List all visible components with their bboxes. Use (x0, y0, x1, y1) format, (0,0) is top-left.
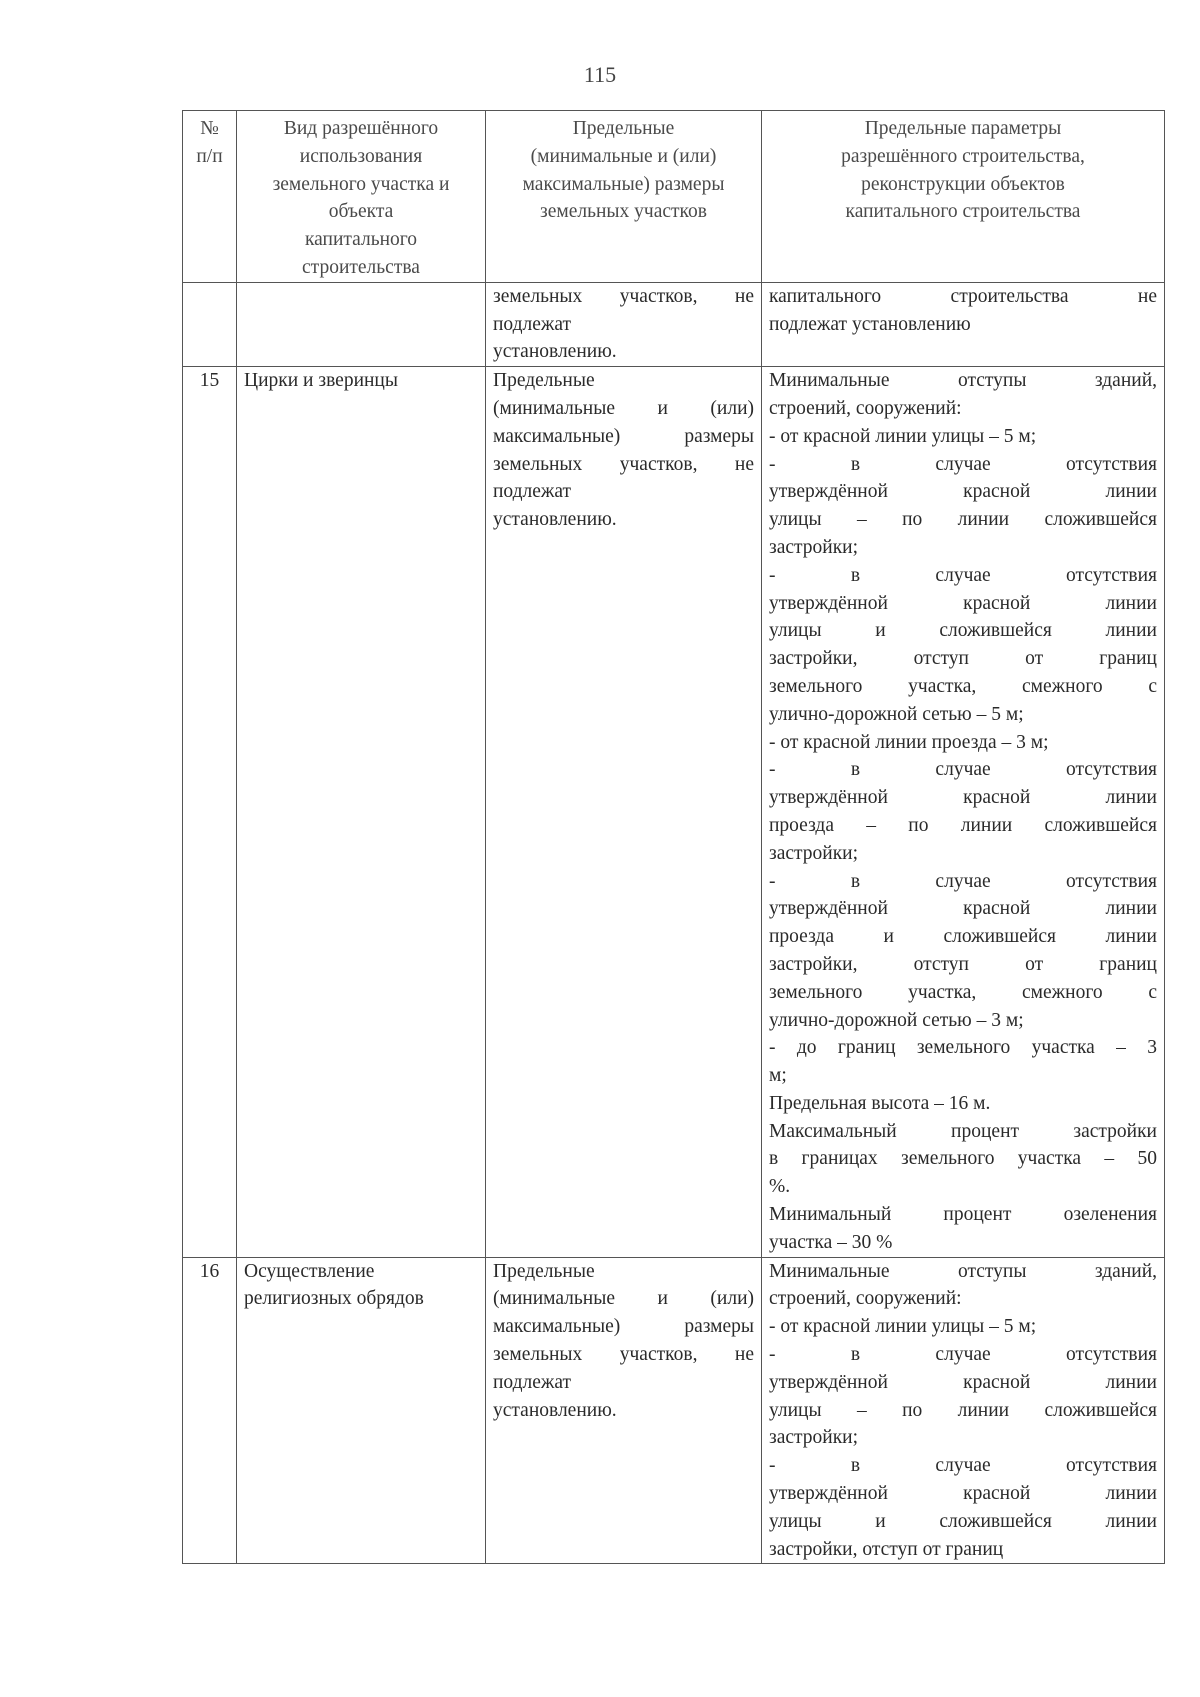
cell-text-line: установлению. (493, 1399, 617, 1421)
construction-params-cell (762, 1257, 1165, 1564)
cell-text-line: утверждённой красной линии (769, 787, 1157, 809)
cell-text-line: застройки; (769, 1427, 859, 1449)
cell-text-line: земельных участков, не (493, 453, 754, 475)
table-row (183, 1257, 1165, 1564)
cell-text-line: улично-дорожной сетью – 3 м; (769, 1009, 1024, 1031)
cell-text-line: - в случае отсутствия (769, 1344, 1157, 1366)
cell-text-line: капитального строительства не (769, 285, 1157, 307)
header-use-type: Вид разрешённого использования земельного участка и объекта капитального строительства (237, 111, 486, 283)
cell-text-line: утверждённой красной линии (769, 481, 1157, 503)
cell-text-line: максимальные) размеры (493, 1316, 754, 1338)
cell-text-line: подлежат (493, 313, 572, 335)
cell-text-line: Максимальный процент застройки (769, 1120, 1157, 1142)
cell-text-line: подлежат (493, 481, 572, 503)
cell-text-line: утверждённой красной линии (769, 898, 1157, 920)
cell-text-line: - в случае отсутствия (769, 759, 1157, 781)
page-number: 115 (583, 62, 617, 87)
table-body (183, 282, 1165, 1564)
row-number (183, 282, 237, 366)
use-type-cell (237, 282, 486, 366)
cell-text-line: улицы и сложившейся линии (769, 1510, 1157, 1532)
cell-text-line: - в случае отсутствия (769, 870, 1157, 892)
cell-text-line: подлежат установлению (769, 313, 971, 335)
cell-text-line: земельных участков, не (493, 1344, 754, 1366)
cell-text-line: утверждённой красной линии (769, 1371, 1157, 1393)
header-plot-size: Предельные (минимальные и (или) максимальные) размеры земельных участков (486, 111, 762, 283)
table-header-row (183, 111, 1165, 283)
header-number: № п/п (183, 111, 237, 283)
construction-params-cell (762, 367, 1165, 1258)
cell-text-line: утверждённой красной линии (769, 592, 1157, 614)
cell-text-line: - до границ земельного участка – 3 (769, 1037, 1157, 1059)
construction-params-cell (762, 282, 1165, 366)
table-row (183, 367, 1165, 1258)
cell-text-line: улицы – по линии сложившейся (769, 1399, 1157, 1421)
cell-text-line: (минимальные и (или) (493, 1288, 754, 1310)
cell-text-line: - в случае отсутствия (769, 1455, 1157, 1477)
cell-text-line: - от красной линии проезда – 3 м; (769, 731, 1049, 753)
cell-text-line: Минимальный процент озеленения (769, 1204, 1157, 1226)
cell-text-line: улицы – по линии сложившейся (769, 509, 1157, 531)
use-type-cell (237, 1257, 486, 1564)
cell-text-line: застройки; (769, 536, 859, 558)
plot-size-cell (486, 282, 762, 366)
cell-text-line: максимальные) размеры (493, 425, 754, 447)
cell-text-line: застройки, отступ от границ (769, 953, 1157, 975)
cell-text-line: - от красной линии улицы – 5 м; (769, 1316, 1037, 1338)
cell-text-line: установлению. (493, 509, 617, 531)
cell-text-line: религиозных обрядов (244, 1288, 424, 1310)
cell-text-line: застройки, отступ от границ (769, 648, 1157, 670)
cell-text-line: Предельная высота – 16 м. (769, 1092, 991, 1114)
cell-text-line: строений, сооружений: (769, 397, 962, 419)
plot-size-cell (486, 367, 762, 1258)
plot-size-cell (486, 1257, 762, 1564)
cell-text-line: проезда – по линии сложившейся (769, 814, 1157, 836)
header-construction-params: Предельные параметры разрешённого строительства, реконструкции объектов капитального строительства (762, 111, 1165, 283)
cell-text-line: Осуществление (244, 1260, 375, 1282)
cell-text-line: земельного участка, смежного с (769, 675, 1157, 697)
regulations-table (182, 110, 1165, 1564)
cell-text-line: утверждённой красной линии (769, 1483, 1157, 1505)
cell-text-line: - от красной линии улицы – 5 м; (769, 425, 1037, 447)
row-number: 16 (183, 1257, 237, 1564)
cell-text-line: застройки; (769, 842, 859, 864)
cell-text-line: %. (769, 1176, 791, 1198)
cell-text-line: Предельные (493, 370, 595, 392)
cell-text-line: в границах земельного участка – 50 (769, 1148, 1157, 1170)
use-type-cell (237, 367, 486, 1258)
cell-text-line: Минимальные отступы зданий, (769, 1260, 1157, 1282)
cell-text-line: улицы и сложившейся линии (769, 620, 1157, 642)
cell-text-line: - в случае отсутствия (769, 453, 1157, 475)
cell-text-line: установлению. (493, 341, 617, 363)
table-row (183, 282, 1165, 366)
cell-text-line: Предельные (493, 1260, 595, 1282)
cell-text-line: (минимальные и (или) (493, 397, 754, 419)
cell-text-line: проезда и сложившейся линии (769, 926, 1157, 948)
cell-text-line: строений, сооружений: (769, 1288, 962, 1310)
cell-text-line: подлежат (493, 1371, 572, 1393)
cell-text-line: участка – 30 % (769, 1231, 893, 1253)
cell-text-line: улично-дорожной сетью – 5 м; (769, 703, 1024, 725)
cell-text-line: земельного участка, смежного с (769, 981, 1157, 1003)
cell-text-line: Цирки и зверинцы (244, 370, 398, 392)
cell-text-line: Минимальные отступы зданий, (769, 370, 1157, 392)
cell-text-line: застройки, отступ от границ (769, 1538, 1004, 1560)
cell-text-line: м; (769, 1065, 787, 1087)
row-number: 15 (183, 367, 237, 1258)
cell-text-line: - в случае отсутствия (769, 564, 1157, 586)
cell-text-line: земельных участков, не (493, 285, 754, 307)
